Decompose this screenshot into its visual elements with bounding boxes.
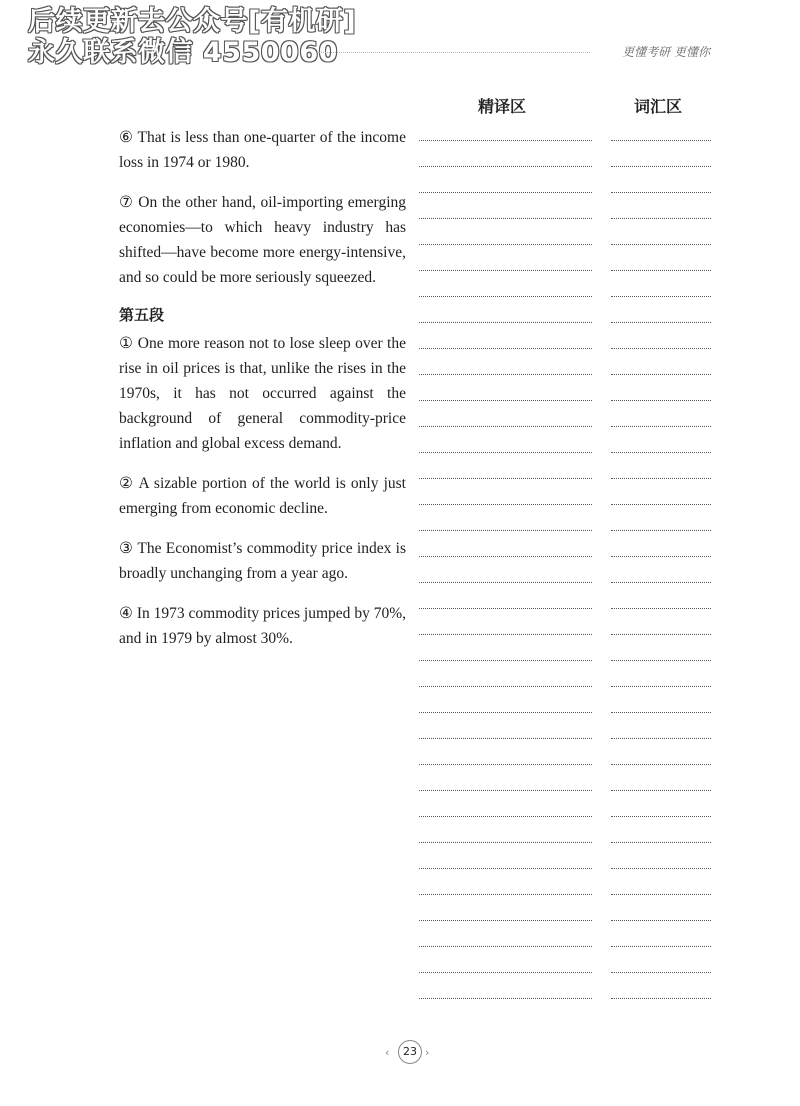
watermark-line-1: 后续更新去公众号[有机研]: [28, 6, 357, 37]
vocabulary-column-heading: 词汇区: [634, 97, 683, 116]
writing-line[interactable]: [419, 166, 592, 192]
writing-line[interactable]: [611, 894, 711, 920]
header-divider: [318, 52, 590, 53]
writing-line[interactable]: [611, 582, 711, 608]
sentence-1: ① One more reason not to lose sleep over the rise in oil prices is that, unlike the rises in the 1970s, it has not occurred against the background of general commodity-price inflation and global excess demand.: [119, 335, 406, 452]
writing-line[interactable]: [419, 608, 592, 634]
writing-line[interactable]: [419, 712, 592, 738]
writing-line[interactable]: [611, 348, 711, 374]
writing-line[interactable]: [611, 192, 711, 218]
writing-line[interactable]: [611, 374, 711, 400]
sentence-2: ② A sizable portion of the world is only just emerging from economic decline.: [119, 475, 406, 517]
writing-line[interactable]: [419, 530, 592, 556]
writing-line[interactable]: [611, 426, 711, 452]
writing-line[interactable]: [419, 452, 592, 478]
writing-line[interactable]: [419, 634, 592, 660]
sentence-7: ⑦ On the other hand, oil-importing emerging economies—to which heavy industry has shifted—have become more energy-intensive, and so could be more seriously squeezed.: [119, 194, 406, 286]
writing-line[interactable]: [611, 270, 711, 296]
writing-line[interactable]: [419, 998, 592, 1024]
page-number-ornament-right: ›: [425, 1046, 430, 1059]
writing-line[interactable]: [611, 166, 711, 192]
sentence-6: ⑥ That is less than one-quarter of the income loss in 1974 or 1980.: [119, 129, 406, 171]
writing-line[interactable]: [611, 738, 711, 764]
vocabulary-writing-lines[interactable]: [611, 140, 711, 1024]
writing-line[interactable]: [419, 946, 592, 972]
writing-line[interactable]: [419, 842, 592, 868]
writing-line[interactable]: [419, 426, 592, 452]
writing-line[interactable]: [611, 712, 711, 738]
reading-text: [119, 125, 406, 666]
writing-line[interactable]: [611, 296, 711, 322]
writing-line[interactable]: [611, 608, 711, 634]
page-number: 23: [398, 1040, 422, 1064]
translation-column-heading: 精译区: [478, 97, 527, 116]
header-tagline: 更懂考研 更懂你: [622, 45, 710, 59]
writing-line[interactable]: [611, 634, 711, 660]
writing-line[interactable]: [419, 660, 592, 686]
writing-line[interactable]: [611, 322, 711, 348]
writing-line[interactable]: [419, 348, 592, 374]
writing-line[interactable]: [611, 452, 711, 478]
writing-line[interactable]: [611, 842, 711, 868]
writing-line[interactable]: [419, 556, 592, 582]
writing-line[interactable]: [611, 244, 711, 270]
watermark: [28, 6, 356, 68]
writing-line[interactable]: [419, 972, 592, 998]
writing-line[interactable]: [611, 790, 711, 816]
writing-line[interactable]: [419, 504, 592, 530]
writing-line[interactable]: [611, 660, 711, 686]
writing-line[interactable]: [419, 296, 592, 322]
writing-line[interactable]: [419, 790, 592, 816]
writing-line[interactable]: [611, 868, 711, 894]
writing-line[interactable]: [611, 556, 711, 582]
watermark-line-2: 永久联系微信 4550060: [28, 37, 338, 68]
sentence-4: ④ In 1973 commodity prices jumped by 70%, and in 1979 by almost 30%.: [119, 605, 406, 647]
paragraph-heading: 第五段: [119, 306, 165, 324]
writing-line[interactable]: [611, 816, 711, 842]
writing-line[interactable]: [611, 764, 711, 790]
writing-line[interactable]: [419, 582, 592, 608]
writing-line[interactable]: [419, 738, 592, 764]
writing-line[interactable]: [419, 816, 592, 842]
writing-line[interactable]: [611, 218, 711, 244]
writing-line[interactable]: [611, 998, 711, 1024]
writing-line[interactable]: [611, 504, 711, 530]
writing-line[interactable]: [419, 322, 592, 348]
writing-line[interactable]: [419, 920, 592, 946]
sentence-3: ③ The Economist’s commodity price index is broadly unchanging from a year ago.: [119, 540, 406, 582]
writing-line[interactable]: [611, 920, 711, 946]
writing-line[interactable]: [611, 972, 711, 998]
writing-line[interactable]: [419, 218, 592, 244]
writing-line[interactable]: [419, 686, 592, 712]
writing-line[interactable]: [419, 244, 592, 270]
writing-line[interactable]: [419, 478, 592, 504]
writing-line[interactable]: [611, 478, 711, 504]
writing-line[interactable]: [419, 868, 592, 894]
writing-line[interactable]: [419, 270, 592, 296]
writing-line[interactable]: [419, 764, 592, 790]
writing-line[interactable]: [419, 894, 592, 920]
writing-line[interactable]: [611, 400, 711, 426]
writing-line[interactable]: [419, 192, 592, 218]
writing-line[interactable]: [419, 400, 592, 426]
page-number-ornament-left: ‹: [385, 1046, 390, 1059]
writing-line[interactable]: [611, 686, 711, 712]
translation-writing-lines[interactable]: [419, 140, 592, 1024]
writing-line[interactable]: [419, 374, 592, 400]
writing-line[interactable]: [419, 140, 592, 166]
writing-line[interactable]: [611, 946, 711, 972]
writing-line[interactable]: [611, 140, 711, 166]
writing-line[interactable]: [611, 530, 711, 556]
